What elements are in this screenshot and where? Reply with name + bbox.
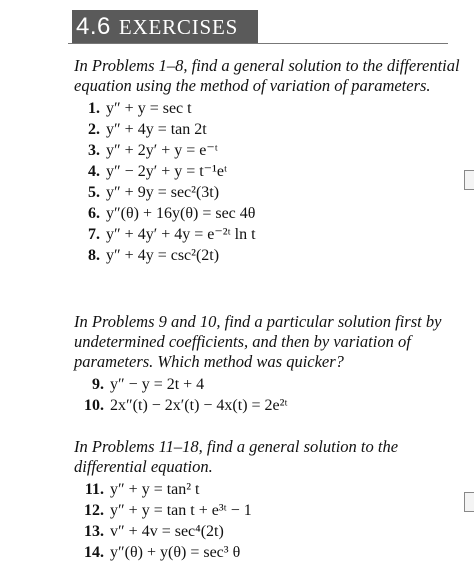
problem-item bbox=[74, 521, 464, 542]
problem-number: 6. bbox=[88, 205, 100, 222]
problem-item bbox=[74, 374, 464, 395]
problem-equation: y″(θ) + 16y(θ) = sec 4θ bbox=[106, 205, 256, 222]
problem-number: 10. bbox=[84, 397, 104, 414]
section-number: 4.6 bbox=[76, 13, 111, 40]
problem-equation: y″ + y = sec t bbox=[106, 100, 192, 117]
problem-item bbox=[74, 224, 464, 245]
problem-equation: y″(θ) + y(θ) = sec³ θ bbox=[110, 544, 241, 561]
margin-tab-mark bbox=[464, 170, 474, 190]
problem-item bbox=[74, 182, 464, 203]
exercise-group-3 bbox=[74, 437, 464, 563]
problem-equation: y″ + y = tan² t bbox=[110, 481, 200, 498]
problem-item bbox=[74, 119, 464, 140]
problem-list-2 bbox=[74, 374, 464, 416]
problem-number: 4. bbox=[88, 163, 100, 180]
problem-equation: y″ + y = tan t + e³ᵗ − 1 bbox=[110, 502, 252, 519]
problem-item bbox=[74, 203, 464, 224]
instruction-1: In Problems 1–8, find a general solution to the differential equation using the method of variation of parameters. bbox=[74, 56, 460, 95]
problem-number: 13. bbox=[84, 523, 104, 540]
problem-number: 5. bbox=[88, 184, 100, 201]
instruction-2: In Problems 9 and 10, find a particular solution first by undetermined coefficients, and then by variation of parameters. Which method was quicker? bbox=[74, 312, 442, 371]
header-rule bbox=[68, 43, 448, 44]
problem-list-1 bbox=[74, 98, 464, 266]
problem-number: 11. bbox=[84, 481, 104, 498]
problem-item bbox=[74, 479, 464, 500]
problem-item bbox=[74, 98, 464, 119]
problem-equation: 2x″(t) − 2x′(t) − 4x(t) = 2e²ᵗ bbox=[110, 397, 288, 414]
problem-number: 9. bbox=[92, 376, 104, 393]
problem-number: 12. bbox=[84, 502, 104, 519]
problem-equation: y″ + 2y′ + y = e⁻ᵗ bbox=[106, 142, 218, 159]
exercise-group-1 bbox=[74, 56, 464, 266]
problem-number: 14. bbox=[84, 544, 104, 561]
problem-equation: y″ + 4y = tan 2t bbox=[106, 121, 207, 138]
problem-equation: y″ + 9y = sec²(3t) bbox=[106, 184, 220, 201]
instruction-3: In Problems 11–18, find a general solution to the differential equation. bbox=[74, 437, 399, 476]
problem-item bbox=[74, 542, 464, 563]
problem-number: 1. bbox=[88, 100, 100, 117]
problem-equation: y″ + 4y = csc²(2t) bbox=[106, 247, 220, 264]
problem-number: 3. bbox=[88, 142, 100, 159]
problem-number: 8. bbox=[88, 247, 100, 264]
margin-tab-mark bbox=[464, 492, 474, 512]
problem-item bbox=[74, 161, 464, 182]
problem-number: 2. bbox=[88, 121, 100, 138]
problem-item bbox=[74, 395, 464, 416]
problem-item bbox=[74, 245, 464, 266]
problem-number: 7. bbox=[88, 226, 100, 243]
problem-equation: y″ + 4y′ + 4y = e⁻²ᵗ ln t bbox=[106, 226, 256, 243]
problem-item bbox=[74, 140, 464, 161]
exercise-group-2 bbox=[74, 312, 464, 416]
problem-equation: y″ − 2y′ + y = t⁻¹eᵗ bbox=[106, 163, 228, 180]
section-header bbox=[72, 10, 258, 44]
problem-list-3 bbox=[74, 479, 464, 563]
problem-equation: v″ + 4v = sec⁴(2t) bbox=[110, 523, 224, 540]
problem-item bbox=[74, 500, 464, 521]
section-title: EXERCISES bbox=[118, 14, 239, 39]
problem-equation: y″ − y = 2t + 4 bbox=[110, 376, 205, 393]
